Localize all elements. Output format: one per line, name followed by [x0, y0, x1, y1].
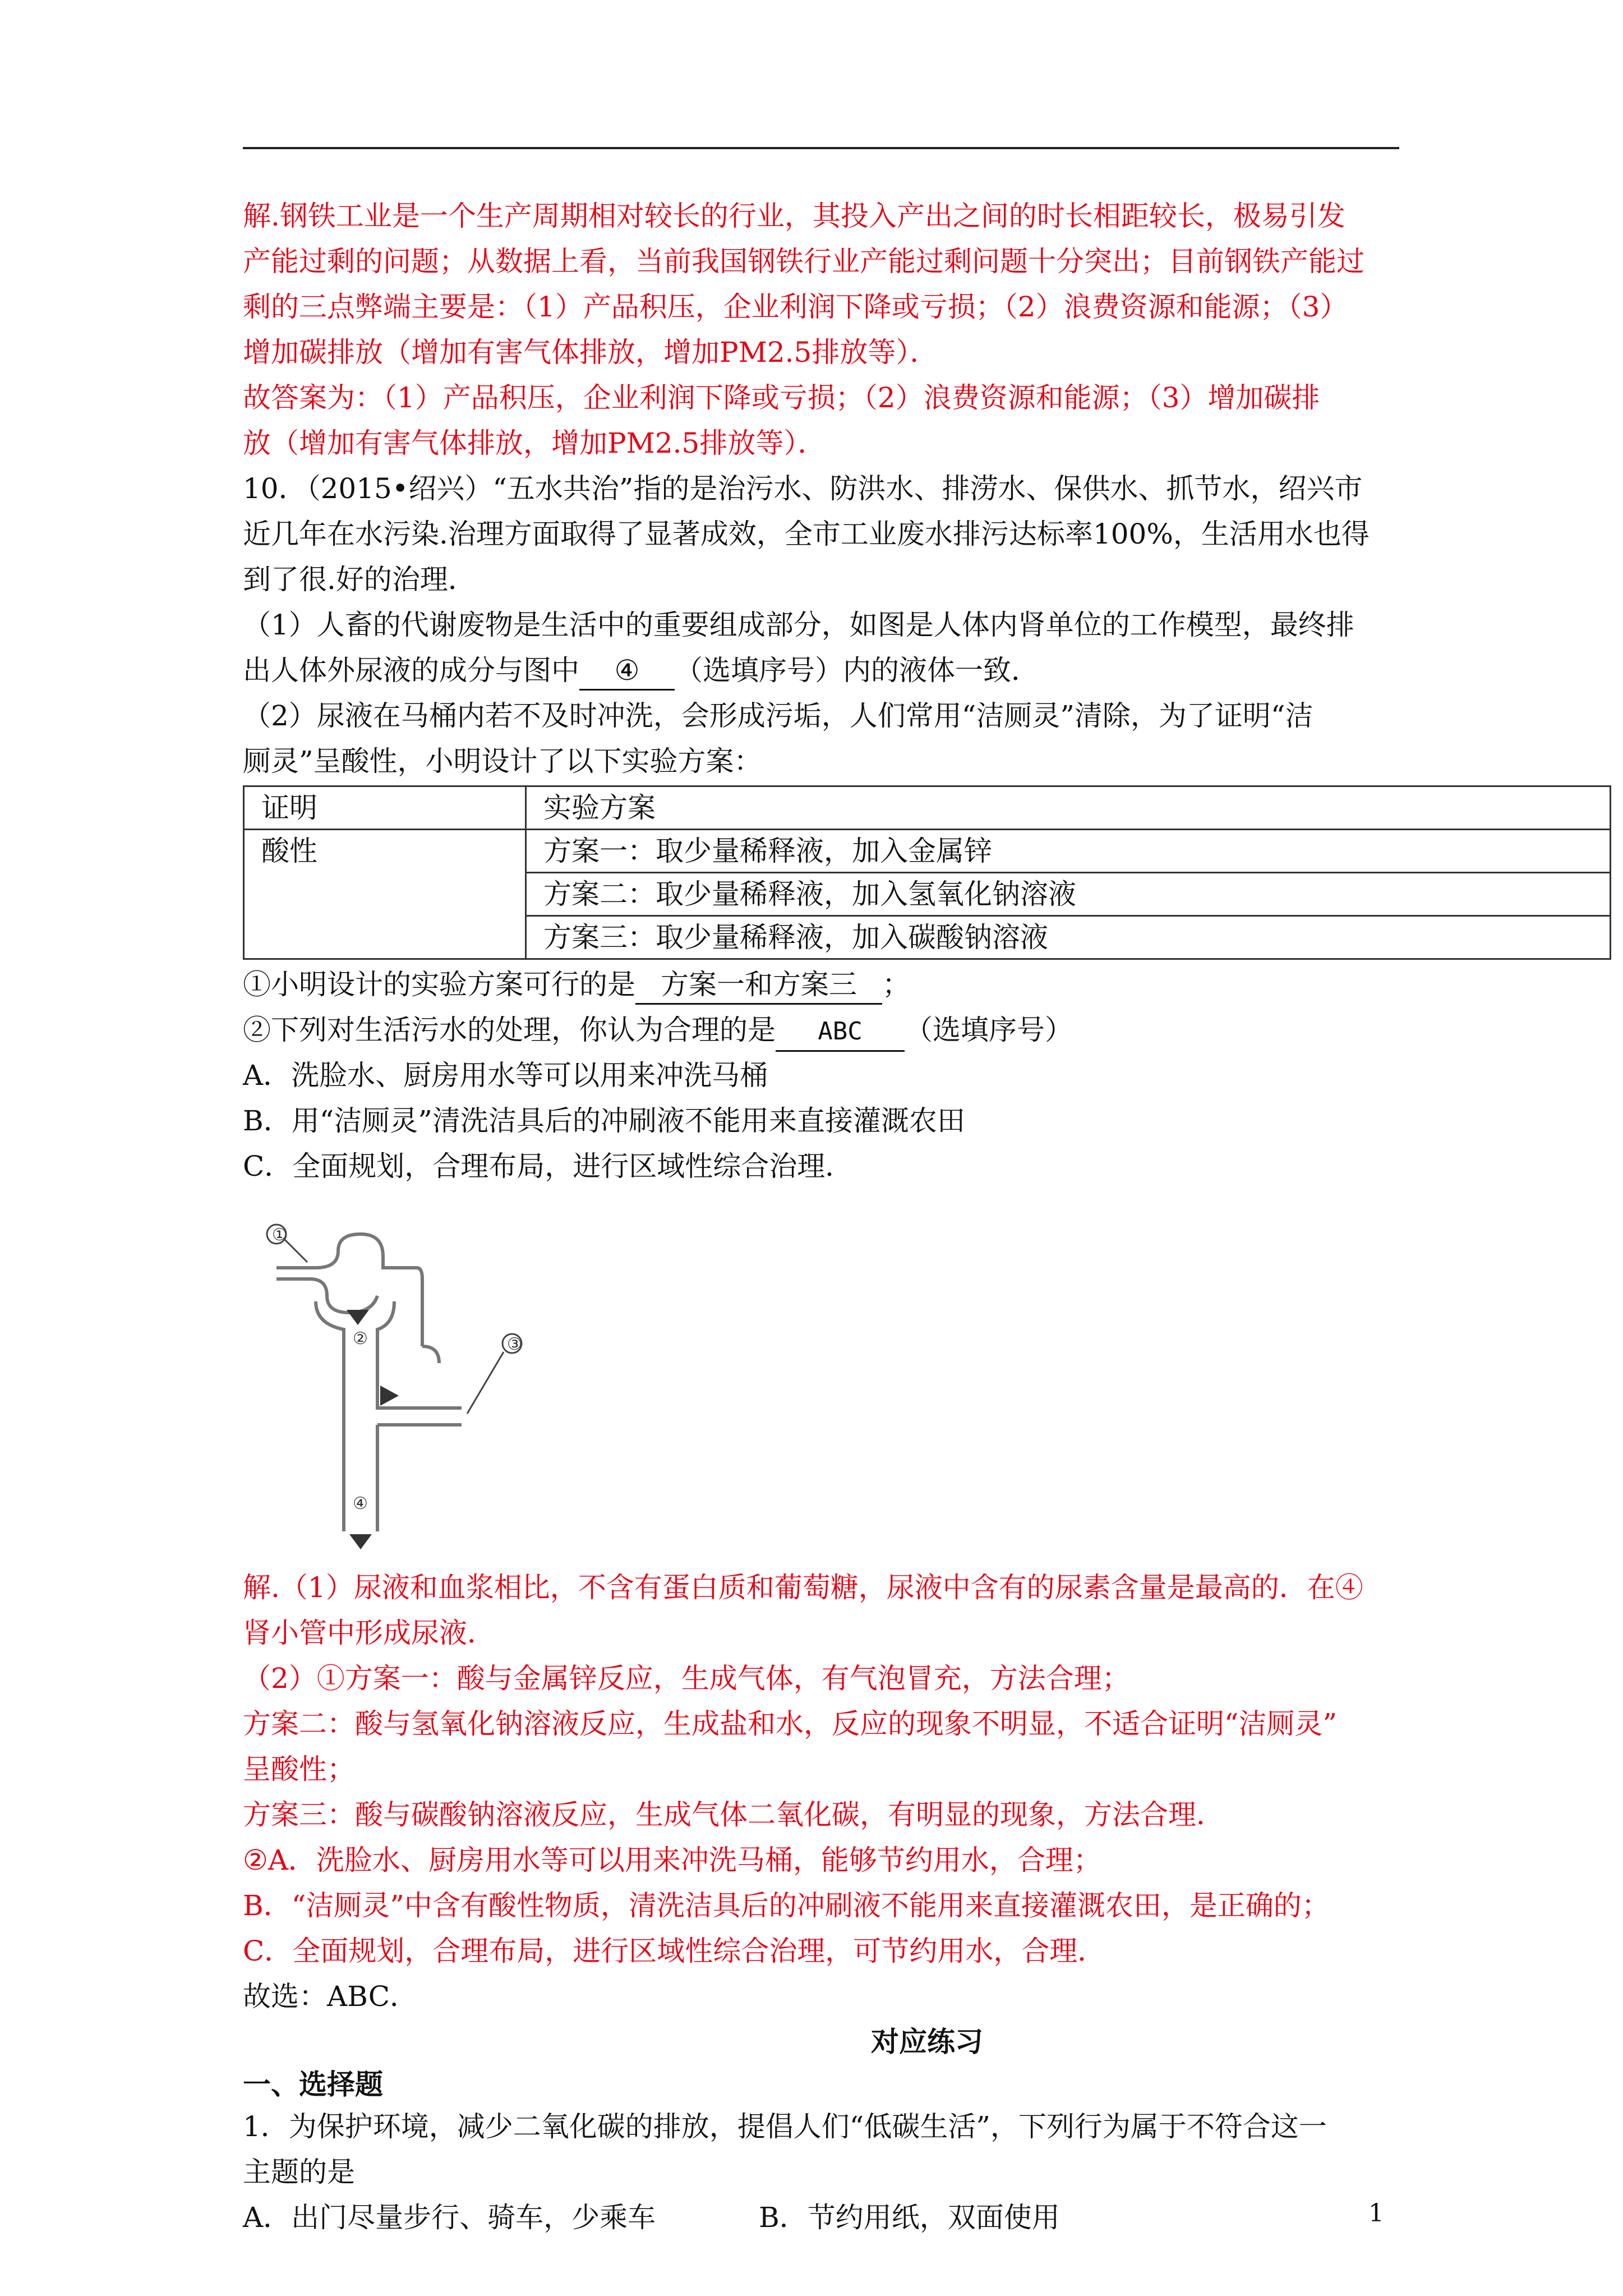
practice-q1-options [243, 2195, 1611, 2240]
answer-blank-1: ④ [579, 652, 675, 691]
text: （选填序号） [905, 1014, 1073, 1046]
leader-line-1 [285, 1240, 307, 1262]
experiment-table [243, 785, 1611, 960]
table-cell: 方案二：取少量稀释液，加入氢氧化钠溶液 [526, 873, 1611, 916]
answer-line: 放（增加有害气体排放，增加PM2.5排放等）． [243, 427, 826, 459]
nephron-diagram [254, 1217, 546, 1554]
option-b: B．节约用纸，双面使用 [759, 2201, 1060, 2234]
figure-label-4: ④ [353, 1494, 368, 1513]
question-10-subparts [243, 962, 1611, 1189]
text: ①小明设计的实验方案可行的是 [243, 968, 635, 1001]
question-part-2: 厕灵”呈酸性，小明设计了以下实验方案： [243, 745, 762, 777]
figure-label-1: ① [272, 1225, 287, 1245]
inner-loop-line [276, 1279, 377, 1313]
subquestion-1 [243, 962, 1611, 1007]
solution-line: （2）①方案一：酸与金属锌反应，生成气体，有气泡冒充，方法合理； [243, 1662, 1130, 1695]
previous-solution [243, 194, 1611, 466]
table-row [244, 786, 1611, 830]
page-number: 1 [1368, 2199, 1384, 2228]
nephron-model-figure [254, 1217, 546, 1554]
question-10 [243, 466, 1611, 784]
table-cell: 方案一：取少量稀释液，加入金属锌 [526, 830, 1611, 873]
answer-line: 故答案为：（1）产品积压，企业利润下降或亏损；（2）浪费资源和能源；（3）增加碳排 [243, 381, 1320, 414]
solution-line: 解.钢铁工业是一个生产周期相对较长的行业，其投入产出之间的时长相距较长，极易引发 [243, 200, 1345, 232]
question-line: 10．（2015•绍兴）“五水共治”指的是治污水、防洪水、排涝水、保供水、抓节水，绍兴市 [243, 472, 1363, 505]
subquestion-2 [243, 1007, 1611, 1053]
text: ②下列对生活污水的处理，你认为合理的是 [243, 1014, 776, 1046]
text: （选填序号）内的液体一致． [675, 654, 1039, 687]
practice-question-1: 主题的是 [243, 2156, 355, 2188]
practice-section [243, 2019, 1611, 2240]
solution-line: 增加碳排放（增加有害气体排放，增加PM2.5排放等）． [243, 336, 938, 369]
option-a: A．出门尽量步行、骑车，少乘车 [243, 2201, 656, 2234]
question-10-solution [243, 1565, 1611, 2019]
option-c: C．全面规划，合理布局，进行区域性综合治理． [243, 1150, 854, 1182]
arrow-down-icon [347, 1310, 369, 1325]
solution-line: ②A．洗脸水、厨房用水等可以用来冲洗马桶，能够节约用水，合理； [243, 1844, 1101, 1876]
practice-title: 对应练习 [871, 2026, 983, 2058]
question-part-1: （1）人畜的代谢废物是生活中的重要组成部分，如图是人体内肾单位的工作模型，最终排 [243, 609, 1354, 641]
answer-blank-3: ABC [776, 1013, 905, 1052]
table-cell: 方案三：取少量稀释液，加入碳酸钠溶液 [526, 916, 1611, 959]
solution-line: 产能过剩的问题；从数据上看，当前我国钢铁行业产能过剩问题十分突出；目前钢铁产能过 [243, 245, 1364, 278]
table-header-cell: 实验方案 [526, 786, 1611, 830]
option-a: A．洗脸水、厨房用水等可以用来冲洗马桶 [243, 1059, 768, 1092]
text: 出人体外尿液的成分与图中 [243, 654, 579, 687]
table-row [244, 830, 1611, 873]
table-row-label: 酸性 [244, 830, 526, 959]
outer-connector [422, 1346, 439, 1363]
header-rule [243, 147, 1399, 149]
solution-line: 解.（1）尿液和血浆相比，不含有蛋白质和葡萄糖，尿液中含有的尿素含量是最高的．在④ [243, 1571, 1363, 1604]
figure-label-3: ③ [507, 1335, 522, 1354]
answer-blank-2: 方案一和方案三 [635, 966, 882, 1005]
question-line: 近几年在水污染.治理方面取得了显著成效，全市工业废水排污达标率100%，生活用水也得 [243, 518, 1370, 550]
solution-line: 呈酸性； [243, 1753, 355, 1786]
final-answer: 故选：ABC． [243, 1980, 418, 2013]
figure-label-2: ② [353, 1329, 368, 1349]
page-content [243, 194, 1611, 2240]
arrow-right-icon [380, 1386, 399, 1406]
solution-line: B．“洁厕灵”中含有酸性物质，清洗洁具后的冲刷液不能用来直接灌溉农田，是正确的； [243, 1889, 1330, 1922]
table-header-cell: 证明 [244, 786, 526, 830]
solution-line: 方案二：酸与氢氧化钠溶液反应，生成盐和水，反应的现象不明显，不适合证明“洁厕灵” [243, 1708, 1338, 1740]
section-heading: 一、选择题 [243, 2068, 383, 2101]
option-b: B．用“洁厕灵”清洗洁具后的冲刷液不能用来直接灌溉农田 [243, 1105, 965, 1137]
question-line: 到了很.好的治理． [243, 563, 476, 596]
question-part-1-line2 [243, 648, 1611, 693]
solution-line: C．全面规划，合理布局，进行区域性综合治理，可节约用水，合理． [243, 1935, 1106, 1967]
arrow-down-icon [349, 1534, 372, 1549]
solution-line: 方案三：酸与碳酸钠溶液反应，生成气体二氧化碳，有明显的现象，方法合理． [243, 1798, 1224, 1831]
question-part-2: （2）尿液在马桶内若不及时冲洗，会形成污垢，人们常用“洁厕灵”清除，为了证明“洁 [243, 700, 1313, 732]
text: ； [882, 968, 910, 1001]
practice-question-1: 1．为保护环境，减少二氧化碳的排放，提倡人们“低碳生活”，下列行为属于不符合这一 [243, 2110, 1327, 2143]
solution-line: 剩的三点弊端主要是：（1）产品积压，企业利润下降或亏损；（2）浪费资源和能源；（3） [243, 291, 1348, 323]
outer-loop-line [276, 1234, 422, 1346]
tubule-left-wall [316, 1301, 344, 1531]
solution-line: 肾小管中形成尿液． [243, 1617, 495, 1649]
leader-line-3 [467, 1352, 504, 1414]
